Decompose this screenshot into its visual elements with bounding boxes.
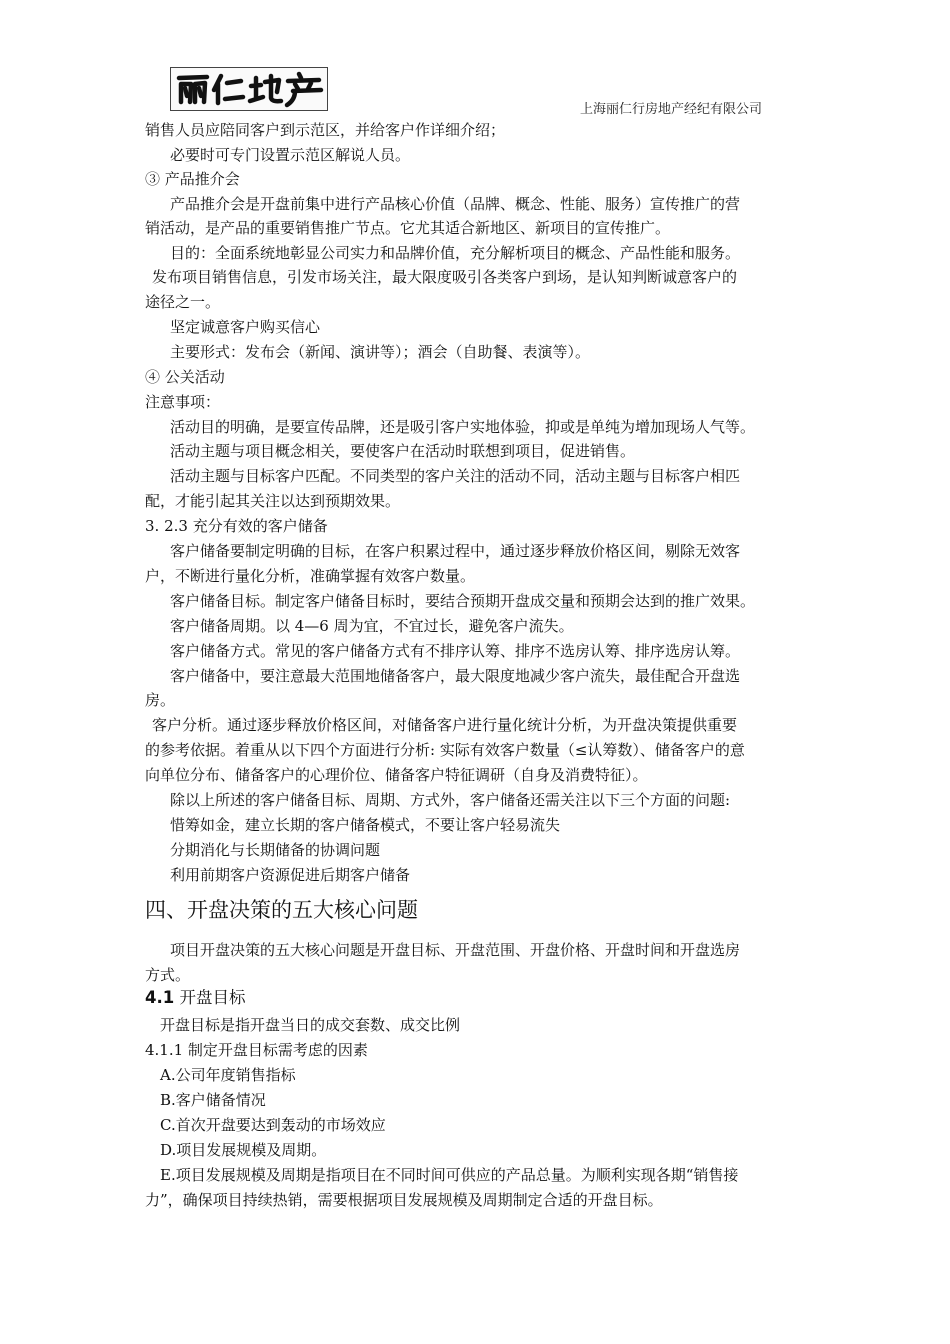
paragraph-line: 配，才能引起其关注以达到预期效果。 (145, 492, 401, 510)
list-item: E.项目发展规模及周期是指项目在不同时间可供应的产品总量。为顺利实现各期“销售接 (160, 1166, 739, 1184)
list-item: B.客户储备情况 (160, 1091, 266, 1109)
paragraph-line: 力”，确保项目持续热销，需要根据项目发展规模及周期制定合适的开盘目标。 (145, 1191, 663, 1209)
subsection-title: 开盘目标 (174, 988, 246, 1007)
paragraph-line: 向单位分布、储备客户的心理价位、储备客户特征调研（自身及消费特征）。 (145, 766, 648, 784)
paragraph-line: 利用前期客户资源促进后期客户储备 (170, 866, 411, 884)
paragraph-line: 必要时可专门设置示范区解说人员。 (170, 146, 411, 164)
paragraph-line: 客户储备目标。制定客户储备目标时，要结合预期开盘成交量和预期会达到的推广效果。 (170, 592, 756, 610)
section-heading: 3. 2.3 充分有效的客户储备 (145, 517, 328, 535)
paragraph-line: 的参考依据。着重从以下四个方面进行分析: 实际有效客户数量（≤认筹数）、储备客户的意 (145, 741, 745, 759)
paragraph-line: 客户分析。通过逐步释放价格区间，对储备客户进行量化统计分析，为开盘决策提供重要 (152, 716, 738, 734)
paragraph-line: 注意事项： (145, 393, 221, 411)
paragraph-line: 产品推介会是开盘前集中进行产品核心价值（品牌、概念、性能、服务）宣传推广的营 (170, 195, 741, 213)
list-item: C.首次开盘要达到轰动的市场效应 (160, 1116, 386, 1134)
paragraph-line: 开盘目标是指开盘当日的成交套数、成交比例 (160, 1016, 461, 1034)
paragraph-line: 客户储备方式。常见的客户储备方式有不排序认筹、排序不选房认筹、排序选房认筹。 (170, 642, 741, 660)
paragraph-line: 活动主题与项目概念相关，要使客户在活动时联想到项目，促进销售。 (170, 442, 636, 460)
paragraph-line: 活动主题与目标客户匹配。不同类型的客户关注的活动不同，活动主题与目标客户相匹 (170, 467, 741, 485)
paragraph-line: 项目开盘决策的五大核心问题是开盘目标、开盘范围、开盘价格、开盘时间和开盘选房 (170, 941, 741, 959)
subsection-heading (145, 987, 245, 1009)
subsection-number: 4.1 (145, 988, 175, 1007)
section-heading: ④ 公关活动 (145, 368, 225, 386)
section-heading: ③ 产品推介会 (145, 170, 240, 188)
list-item: A.公司年度销售指标 (160, 1066, 296, 1084)
logo-calligraphy (171, 68, 327, 110)
paragraph-line: 惜筹如金，建立长期的客户储备模式，不要让客户轻易流失 (170, 816, 561, 834)
paragraph-line: 户，不断进行量化分析，准确掌握有效客户数量。 (145, 567, 476, 585)
paragraph-line: 客户储备周期。以 4—6 周为宜，不宜过长，避免客户流失。 (170, 617, 574, 635)
paragraph-line: 分期消化与长期储备的协调问题 (170, 841, 381, 859)
paragraph-line: 客户储备中，要注意最大范围地储备客户，最大限度地减少客户流失，最佳配合开盘选 (170, 667, 741, 685)
list-item: D.项目发展规模及周期。 (160, 1141, 327, 1159)
chapter-heading: 四、开盘决策的五大核心问题 (145, 898, 418, 922)
company-logo (170, 67, 328, 111)
paragraph-line: 活动目的明确，是要宣传品牌，还是吸引客户实地体验，抑或是单纯为增加现场人气等。 (170, 418, 756, 436)
paragraph-line: 主要形式：发布会（新闻、演讲等）；酒会（自助餐、表演等）。 (170, 343, 591, 361)
subsubsection-heading: 4.1.1 制定开盘目标需考虑的因素 (145, 1041, 368, 1059)
paragraph-line: 发布项目销售信息，引发市场关注，最大限度吸引各类客户到场，是认知判断诚意客户的 (152, 268, 738, 286)
paragraph-line: 途径之一。 (145, 293, 221, 311)
paragraph-line: 销售人员应陪同客户到示范区，并给客户作详细介绍； (145, 121, 506, 139)
company-name: 上海丽仁行房地产经纪有限公司 (580, 102, 763, 117)
paragraph-line: 除以上所述的客户储备目标、周期、方式外，客户储备还需关注以下三个方面的问题: (170, 791, 731, 809)
paragraph-line: 销活动，是产品的重要销售推广节点。它尤其适合新地区、新项目的宣传推广。 (145, 219, 671, 237)
paragraph-line: 坚定诚意客户购买信心 (170, 318, 321, 336)
paragraph-line: 目的：全面系统地彰显公司实力和品牌价值，充分解析项目的概念、产品性能和服务。 (170, 244, 741, 262)
paragraph-line: 方式。 (145, 966, 191, 984)
paragraph-line: 客户储备要制定明确的目标，在客户积累过程中，通过逐步释放价格区间，剔除无效客 (170, 542, 741, 560)
paragraph-line: 房。 (145, 691, 176, 709)
